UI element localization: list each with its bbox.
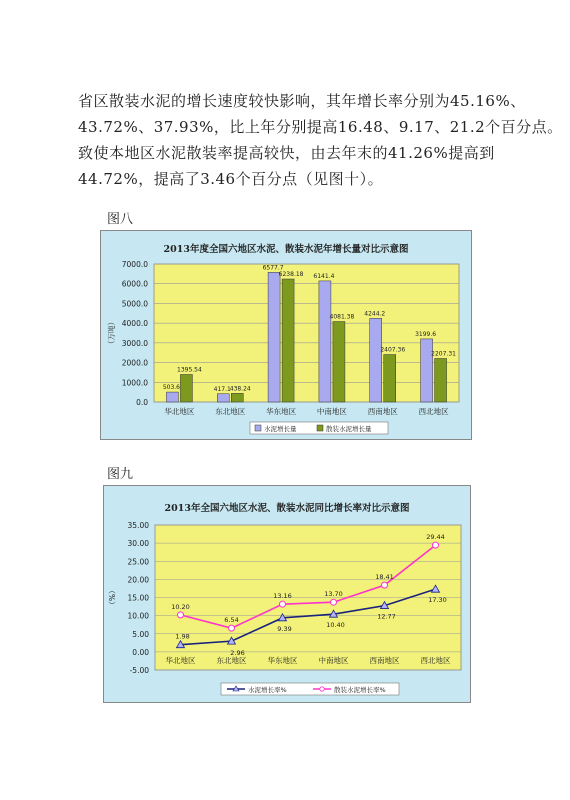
x-tick-label: 华东地区	[267, 655, 298, 665]
data-label: 10.20	[171, 602, 190, 611]
chart-title: 2013年度全国六地区水泥、散装水泥年增长量对比示意图	[163, 244, 409, 255]
data-label: 6577.7	[262, 264, 284, 272]
legend-label: 水泥增长率%	[248, 686, 287, 694]
bar	[282, 279, 294, 402]
legend-label: 散装水泥增长量	[326, 425, 372, 433]
x-tick-label: 华北地区	[164, 407, 195, 416]
data-label: 1.98	[175, 632, 190, 641]
y-tick-label: 6000.0	[121, 279, 148, 289]
y-axis-label: （万吨）	[107, 318, 116, 348]
bar	[384, 355, 396, 402]
data-label: 1395.54	[177, 366, 202, 374]
bar	[166, 392, 178, 402]
bar	[180, 374, 192, 402]
data-label: 9.39	[277, 624, 292, 633]
y-tick-label: 0.00	[132, 647, 149, 657]
bar-chart	[100, 230, 472, 440]
data-label: 417.1	[213, 385, 231, 393]
x-tick-label: 东北地区	[215, 407, 246, 416]
paragraph-line: 省区散装水泥的增长速度较快影响，其年增长率分别为45.16%、	[78, 92, 526, 110]
x-tick-label: 中南地区	[316, 407, 347, 416]
data-point	[280, 601, 286, 607]
bar	[435, 358, 447, 402]
paragraph-line: 44.72%，提高了3.46个百分点（见图十）。	[78, 170, 384, 188]
data-label: 2207.31	[431, 350, 456, 358]
y-tick-label: 35.00	[127, 521, 149, 530]
data-point	[382, 582, 388, 588]
plot-area	[154, 264, 459, 402]
paragraph-line: 43.72%、37.93%，比上年分别提高16.48、9.17、21.2个百分点。	[78, 118, 563, 136]
y-tick-label: 15.00	[127, 593, 149, 603]
data-label: 6.54	[224, 616, 239, 625]
y-tick-label: 0.0	[136, 398, 148, 407]
x-tick-label: 东北地区	[216, 655, 247, 665]
y-axis-label: （%）	[108, 586, 117, 609]
bar	[217, 394, 229, 402]
data-label: 4081.38	[329, 313, 355, 321]
data-label: 29.44	[426, 533, 445, 542]
paragraph-line: 致使本地区水泥散装率提高较快，由去年末的41.26%提高到	[78, 144, 495, 162]
legend-marker	[320, 687, 324, 691]
data-label: 2407.36	[380, 346, 406, 354]
x-tick-label: 西北地区	[418, 407, 449, 416]
data-point	[178, 612, 184, 618]
data-label: 6238.18	[278, 271, 304, 279]
y-tick-label: 30.00	[127, 539, 149, 549]
data-label: 503.6	[162, 384, 181, 392]
data-point	[229, 625, 235, 631]
y-tick-label: 10.00	[127, 611, 149, 621]
data-label: 3199.6	[415, 330, 437, 338]
y-tick-label: 3000.0	[121, 338, 148, 348]
data-label: 18.41	[375, 573, 394, 582]
y-tick-label: 1000.0	[121, 378, 148, 388]
y-tick-label: 25.00	[127, 557, 149, 567]
x-tick-label: 西南地区	[367, 407, 398, 416]
body-paragraph	[78, 88, 563, 192]
y-tick-label: 5000.0	[121, 299, 148, 309]
y-tick-label: -5.00	[129, 666, 149, 675]
data-label: 13.70	[324, 590, 343, 599]
x-tick-label: 中南地区	[318, 655, 349, 665]
data-label: 6141.4	[313, 272, 335, 280]
x-tick-label: 华北地区	[165, 655, 196, 665]
data-label: 17.30	[428, 596, 447, 605]
legend-swatch	[255, 425, 261, 431]
y-tick-label: 2000.0	[121, 358, 148, 368]
x-tick-label: 西南地区	[369, 655, 400, 665]
y-tick-label: 7000.0	[121, 260, 148, 269]
data-label: 10.40	[326, 621, 345, 630]
data-label: 13.16	[273, 592, 292, 601]
bar	[421, 339, 433, 402]
legend-label: 水泥增长量	[264, 425, 297, 433]
figure-9-label: 图九	[107, 467, 134, 482]
bar	[268, 272, 280, 402]
data-label: 438.24	[229, 385, 251, 393]
x-tick-label: 西北地区	[420, 655, 451, 665]
y-tick-label: 4000.0	[121, 319, 148, 329]
data-label: 12.77	[377, 612, 396, 621]
bar	[231, 393, 243, 402]
bar	[333, 322, 345, 402]
data-point	[331, 599, 337, 605]
data-point	[433, 542, 439, 548]
bar	[319, 281, 331, 402]
bar	[370, 318, 382, 402]
legend-label: 散装水泥增长率%	[334, 686, 386, 694]
figure-8-label: 图八	[107, 212, 134, 227]
legend-swatch	[317, 425, 323, 431]
y-tick-label: 20.00	[127, 575, 149, 585]
data-label: 2.96	[230, 649, 245, 658]
x-tick-label: 华东地区	[266, 407, 297, 416]
chart-title: 2013年全国六地区水泥、散装水泥同比增长率对比示意图	[164, 503, 410, 514]
y-tick-label: 5.00	[132, 629, 149, 639]
data-label: 4244.2	[364, 310, 386, 318]
line-chart	[103, 485, 471, 703]
